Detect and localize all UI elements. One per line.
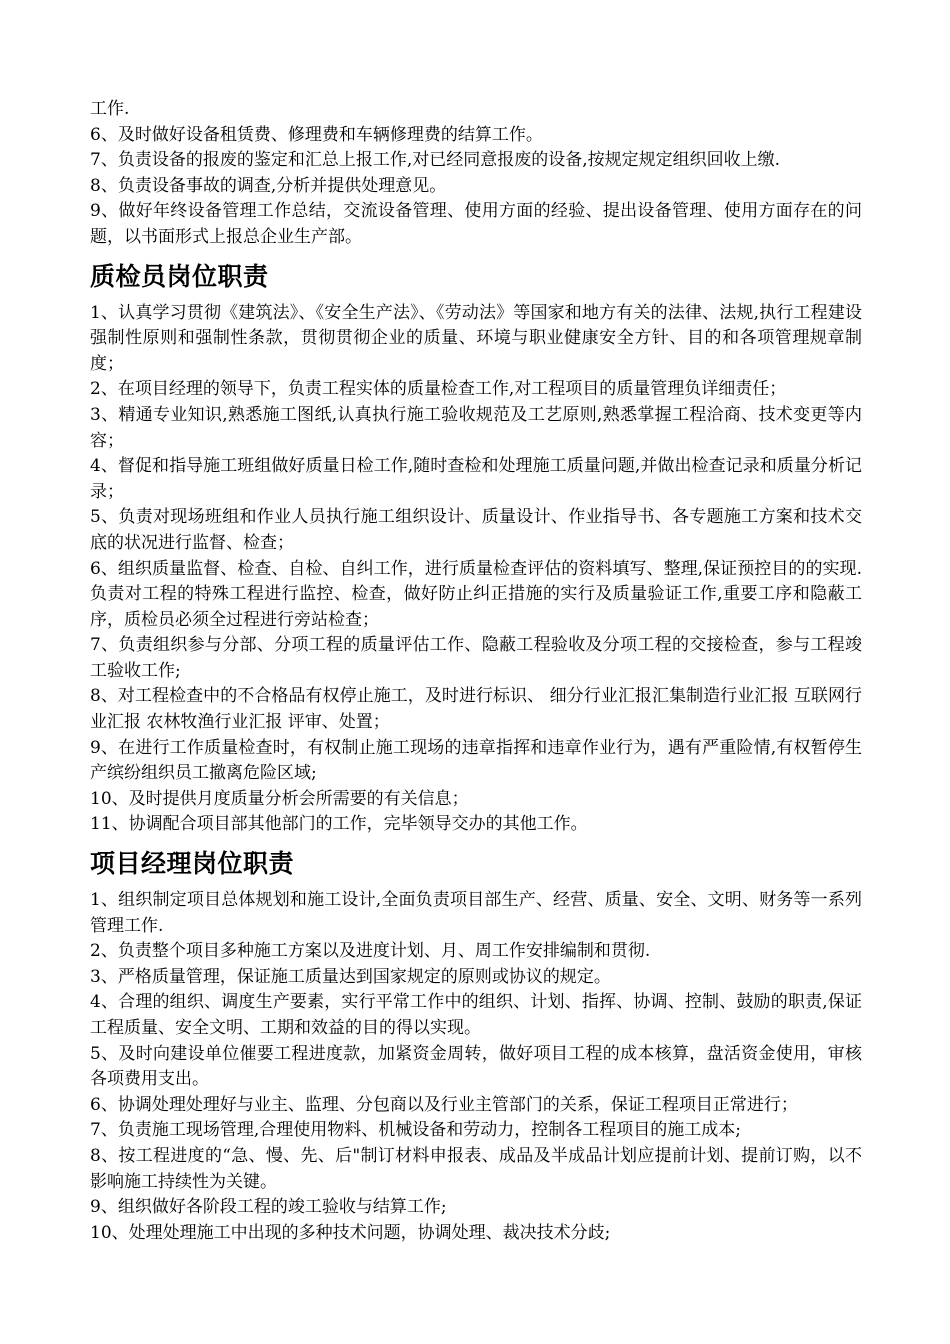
duty-item: 10、及时提供月度质量分析会所需要的有关信息； <box>90 788 469 809</box>
duty-item: 8、对工程检查中的不合格品有权停止施工，及时进行标识、 细分行业汇报汇集制造行业汇报 互联网行业汇报 农林牧渔行业汇报 评审、处置； <box>90 686 862 733</box>
duty-item: 工作. <box>90 99 130 119</box>
duty-item: 2、负责整个项目多种施工方案以及进度计划、月、周工作安排编制和贯彻. <box>90 941 651 962</box>
duty-item: 9、在进行工作质量检查时，有权制止施工现场的违章指挥和违章作业行为，遇有严重险情,有权暂停生产缤纷组织员工撤离危险区域; <box>90 737 862 784</box>
quality-inspector-section <box>90 260 862 838</box>
duty-item: 10、处理处理施工中出现的多种技术问题，协调处理、裁决技术分歧; <box>90 1222 611 1243</box>
document-page <box>90 97 862 1246</box>
section-heading: 项目经理岗位职责 <box>90 849 295 879</box>
duty-item: 7、负责施工现场管理,合理使用物料、机械设备和劳动力，控制各工程项目的施工成本; <box>90 1120 741 1141</box>
section-heading: 质检员岗位职责 <box>90 261 269 291</box>
duty-item: 4、督促和指导施工班组做好质量日检工作,随时查检和处理施工质量问题,并做出检查记录和质量分析记录； <box>90 456 862 502</box>
duty-item: 8、负责设备事故的调查,分析并提供处理意见。 <box>90 175 447 196</box>
duty-item: 4、合理的组织、调度生产要素，实行平常工作中的组织、计划、指挥、协调、控制、鼓励的职责,保证工程质量、安全文明、工期和效益的目的得以实现。 <box>90 992 862 1038</box>
project-manager-section <box>90 847 862 1246</box>
duty-item: 5、负责对现场班组和作业人员执行施工组织设计、质量设计、作业指导书、各专题施工方案和技术交底的状况进行监督、检查； <box>90 507 862 553</box>
duty-item: 9、做好年终设备管理工作总结，交流设备管理、使用方面的经验、提出设备管理、使用方面存在的问题，以书面形式上报总企业生产部。 <box>90 201 862 247</box>
duty-item: 7、负责组织参与分部、分项工程的质量评估工作、隐蔽工程验收及分项工程的交接检查，参与工程竣工验收工作; <box>90 635 862 681</box>
duty-item: 6、组织质量监督、检查、自检、自纠工作，进行质量检查评估的资料填写、整理,保证预控目的的实现.负责对工程的特殊工程进行监控、检查，做好防止纠正措施的实行及质量验证工作,重要工序和隐蔽工序，质检员必须全过程进行旁站检查； <box>90 558 862 630</box>
duty-item: 6、协调处理处理好与业主、监理、分包商以及行业主管部门的关系，保证工程项目正常进行； <box>90 1094 798 1115</box>
duty-item: 7、负责设备的报废的鉴定和汇总上报工作,对已经同意报废的设备,按规定规定组织回收上缴. <box>90 150 781 171</box>
duty-item: 3、精通专业知识,熟悉施工图纸,认真执行施工验收规范及工艺原则,熟悉掌握工程洽商、技术变更等内容； <box>90 404 862 451</box>
duty-item: 1、认真学习贯彻《建筑法》、《安全生产法》、《劳动法》等国家和地方有关的法律、法规,执行工程建设强制性原则和强制性条款，贯彻贯彻企业的质量、环境与职业健康安全方针、目的和各项管理规章制度； <box>90 302 862 374</box>
duty-item: 11、协调配合项目部其他部门的工作，完毕领导交办的其他工作。 <box>90 814 588 835</box>
duty-item: 9、组织做好各阶段工程的竣工验收与结算工作; <box>90 1197 447 1218</box>
duty-item: 1、组织制定项目总体规划和施工设计,全面负责项目部生产、经营、质量、安全、文明、财务等一系列管理工作. <box>90 890 862 936</box>
duty-item: 2、在项目经理的领导下，负责工程实体的质量检查工作,对工程项目的质量管理负详细责任； <box>90 379 787 400</box>
duty-item: 8、按工程进度的“急、慢、先、后"制订材料申报表、成品及半成品计划应提前计划、提前订购，以不影响施工持续性为关键。 <box>90 1145 862 1192</box>
equipment-duties-section <box>90 97 862 251</box>
duty-item: 3、严格质量管理，保证施工质量达到国家规定的原则或协议的规定。 <box>90 966 611 987</box>
duty-item: 5、及时向建设单位催要工程进度款，加紧资金周转，做好项目工程的成本核算，盘活资金使用，审核各项费用支出。 <box>90 1043 862 1090</box>
duty-item: 6、及时做好设备租赁费、修理费和车辆修理费的结算工作。 <box>90 124 543 145</box>
